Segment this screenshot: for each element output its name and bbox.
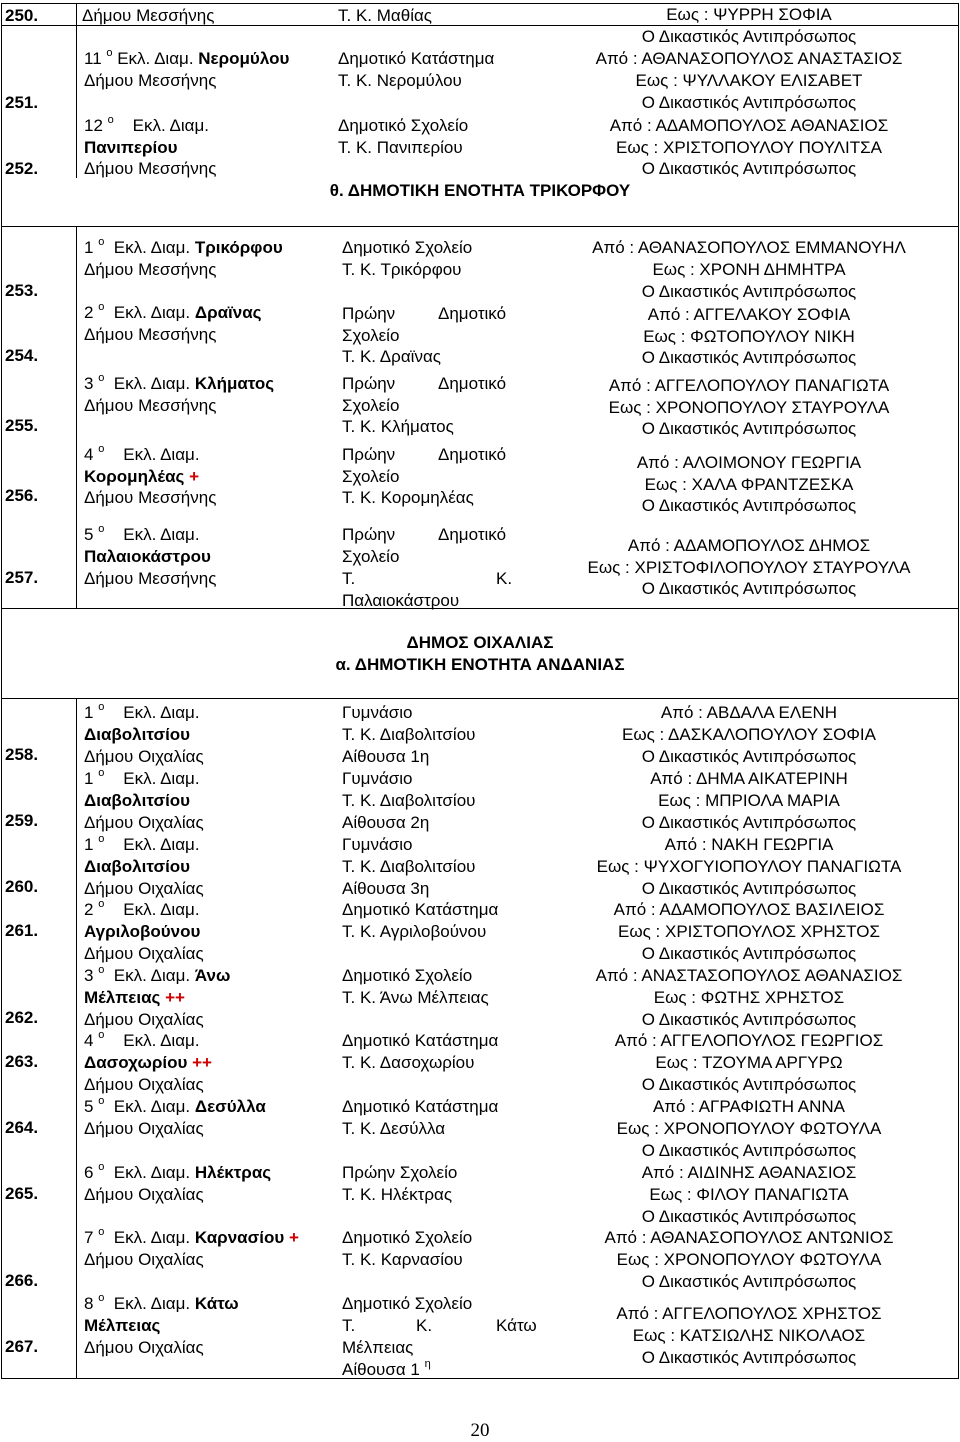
to-name: Εως : ΧΡΟΝΟΠΟΥΛΟΥ ΦΩΤΟΥΛΑ xyxy=(616,1118,882,1138)
municipality: Δήμου Μεσσήνης xyxy=(82,6,215,25)
municipality: Δήμου Οιχαλίας xyxy=(84,1185,204,1204)
section-heading-dimos: ΔΗΜΟΣ ΟΙΧΑΛΙΑΣ xyxy=(406,633,554,652)
community: Παλαιοκάστρου xyxy=(342,591,460,610)
municipality: Δήμου Οιχαλίας xyxy=(84,944,204,963)
row-number: 262. xyxy=(5,1008,39,1027)
municipality: Δήμου Μεσσήνης xyxy=(84,569,217,588)
from-name: Από : ΑΓΓΕΛΟΠΟΥΛΟΥ ΠΑΝΑΓΙΩΤΑ xyxy=(608,376,890,395)
row-number: 263. xyxy=(5,1052,39,1071)
community: Τ. Κ. Καρνασίου xyxy=(342,1250,463,1269)
row-number: 256. xyxy=(5,486,39,505)
to-name: Εως : ΤΖΟΥΜΑ ΑΡΓΥΡΩ xyxy=(655,1052,843,1072)
row-number: 253. xyxy=(5,281,39,300)
community: Τ. Κ. Ηλέκτρας xyxy=(342,1185,453,1204)
venue: Δημοτικό Κατάστημα xyxy=(342,1031,499,1050)
municipality: Δήμου Οιχαλίας xyxy=(84,1338,204,1357)
row-number: 259. xyxy=(5,811,39,830)
from-name: Από : ΑΝΑΣΤΑΣΟΠΟΥΛΟΣ ΑΘΑΝΑΣΙΟΣ xyxy=(595,966,903,985)
from-name: Από : ΑΙΔΙΝΗΣ ΑΘΑΝΑΣΙΟΣ xyxy=(641,1163,857,1182)
representative-label: Ο Δικαστικός Αντιπρόσωπος xyxy=(641,1347,857,1367)
to-name: Εως : ΨΥΛΛΑΚΟΥ ΕΛΙΣΑΒΕΤ xyxy=(635,71,863,90)
community: Τ. Κ. Κορομηλέας xyxy=(342,488,474,507)
community: Τ. Κ. Πανιπερίου xyxy=(338,138,463,157)
venue: Δημοτικό Σχολείο xyxy=(342,966,473,985)
representative-label: Ο Δικαστικός Αντιπρόσωπος xyxy=(641,1140,857,1160)
representative-label: Ο Δικαστικός Αντιπρόσωπος xyxy=(641,93,857,112)
representative-label: Ο Δικαστικός Αντιπρόσωπος xyxy=(641,1074,857,1094)
from-name: Από : ΑΓΡΑΦΙΩΤΗ ΑΝΝΑ xyxy=(652,1097,846,1116)
from-name: Από : ΑΓΓΕΛΟΠΟΥΛΟΣ ΓΕΩΡΓΙΟΣ xyxy=(614,1031,884,1050)
hall: Αίθουσα 2η xyxy=(342,813,430,832)
from-name: Από : ΑΒΔΑΛΑ ΕΛΕΝΗ xyxy=(660,703,838,722)
municipality: Δήμου Οιχαλίας xyxy=(84,1010,204,1029)
representative-label: Ο Δικαστικός Αντιπρόσωπος xyxy=(641,1206,857,1226)
community: Τ. Κ. Διαβολιτσίου xyxy=(342,725,476,744)
to-name: Εως : ΧΡΟΝΟΠΟΥΛΟΥ ΣΤΑΥΡΟΥΛΑ xyxy=(608,398,890,417)
from-name: Από : ΝΑΚΗ ΓΕΩΡΓΙΑ xyxy=(664,835,834,854)
representative-label: Ο Δικαστικός Αντιπρόσωπος xyxy=(641,282,857,301)
section-heading-theta: θ. ΔΗΜΟΤΙΚΗ ΕΝΟΤΗΤΑ ΤΡΙΚΟΡΦΟΥ xyxy=(329,181,631,200)
representative-label: Ο Δικαστικός Αντιπρόσωπος xyxy=(641,27,857,46)
station-place: Κορομηλέας + xyxy=(84,467,200,486)
venue-line1b: Δημοτικό xyxy=(438,525,507,544)
to-name: Εως : ΨΥΡΡΗ ΣΟΦΙΑ xyxy=(666,5,832,24)
venue: Δημοτικό Σχολείο xyxy=(342,1228,473,1247)
venue: Δημοτικό Κατάστημα xyxy=(342,900,499,919)
venue-line3b: Κ. xyxy=(496,569,513,588)
municipality: Δήμου Μεσσήνης xyxy=(84,325,217,344)
station-name: 7 $^o$ Εκλ. Διαμ. Καρνασίου + xyxy=(84,1226,299,1247)
representative-label: Ο Δικαστικός Αντιπρόσωπος xyxy=(641,943,857,963)
representative-label: Ο Δικαστικός Αντιπρόσωπος xyxy=(641,419,857,438)
from-name: Από : ΑΔΑΜΟΠΟΥΛΟΣ ΔΗΜΟΣ xyxy=(627,536,871,555)
hall: Αίθουσα 3η xyxy=(342,879,430,898)
municipality: Δήμου Οιχαλίας xyxy=(84,1119,204,1138)
section-heading-alpha: α. ΔΗΜΟΤΙΚΗ ΕΝΟΤΗΤΑ ΑΝΔΑΝΙΑΣ xyxy=(335,655,625,674)
station-name: 1 $^o$ Εκλ. Διαμ. xyxy=(84,767,200,788)
station-name: 3 $^o$ Εκλ. Διαμ. Άνω xyxy=(84,964,231,985)
station-name: 5 $^o$ Εκλ. Διαμ. xyxy=(84,523,200,544)
municipality: Δήμου Οιχαλίας xyxy=(84,879,204,898)
municipality: Δήμου Οιχαλίας xyxy=(84,1075,204,1094)
venue-line2: Σχολείο xyxy=(342,547,400,566)
municipality: Δήμου Μεσσήνης xyxy=(84,488,217,507)
to-name: Εως : ΧΡΙΣΤΟΠΟΥΛΟΣ ΧΡΗΣΤΟΣ xyxy=(618,921,880,941)
from-name: Από : ΑΓΓΕΛΟΠΟΥΛΟΣ ΧΡΗΣΤΟΣ xyxy=(616,1304,882,1323)
to-name: Εως : ΦΩΤΟΠΟΥΛΟΥ ΝΙΚΗ xyxy=(643,327,855,346)
venue-line2: Σχολείο xyxy=(342,326,400,345)
station-place: Παλαιοκάστρου xyxy=(84,547,211,566)
venue-line1a: Πρώην xyxy=(342,304,396,323)
station-name: 11 $^o$ Εκλ. Διαμ. Νερομύλου xyxy=(84,47,290,68)
station-name: 12 $^o$ Εκλ. Διαμ. xyxy=(84,114,209,135)
to-name: Εως : ΚΑΤΣΙΩΛΗΣ ΝΙΚΟΛΑΟΣ xyxy=(632,1325,866,1345)
row-number: 254. xyxy=(5,346,39,365)
representative-label: Ο Δικαστικός Αντιπρόσωπος xyxy=(641,159,857,178)
representative-label: Ο Δικαστικός Αντιπρόσωπος xyxy=(641,812,857,832)
row-number: 267. xyxy=(5,1337,39,1356)
community: Τ. Κ. Τρικόρφου xyxy=(342,260,462,279)
from-name: Από : ΑΘΑΝΑΣΟΠΟΥΛΟΣ ΑΝΤΩΝΙΟΣ xyxy=(604,1228,894,1247)
from-name: Από : ΑΔΑΜΟΠΟΥΛΟΣ ΒΑΣΙΛΕΙΟΣ xyxy=(613,900,885,919)
community: Τ. Κ. Μαθίας xyxy=(338,6,432,25)
row-number: 266. xyxy=(5,1271,39,1290)
station-name: 8 $^o$ Εκλ. Διαμ. Κάτω xyxy=(84,1292,239,1313)
to-name: Εως : ΧΡΟΝΟΠΟΥΛΟΥ ΦΩΤΟΥΛΑ xyxy=(616,1249,882,1269)
community: Τ. Κ. Νερομύλου xyxy=(338,71,462,90)
representative-label: Ο Δικαστικός Αντιπρόσωπος xyxy=(641,1009,857,1029)
station-place: Δασοχωρίου ++ xyxy=(84,1053,212,1072)
row-number: 257. xyxy=(5,568,39,587)
municipality: Δήμου Οιχαλίας xyxy=(84,1250,204,1269)
from-name: Από : ΑΛΟΙΜΟΝΟΥ ΓΕΩΡΓΙΑ xyxy=(636,453,862,472)
row-number: 250. xyxy=(5,6,39,25)
station-name: 4 $^o$ Εκλ. Διαμ. xyxy=(84,1029,200,1050)
station-place: Μέλπειας xyxy=(84,1316,161,1335)
to-name: Εως : ΦΩΤΗΣ ΧΡΗΣΤΟΣ xyxy=(653,987,845,1007)
venue: Γυμνάσιο xyxy=(342,769,413,788)
municipality: Δήμου Οιχαλίας xyxy=(84,747,204,766)
to-name: Εως : ΦΙΛΟΥ ΠΑΝΑΓΙΩΤΑ xyxy=(649,1184,849,1204)
station-name: 5 $^o$ Εκλ. Διαμ. Δεσύλλα xyxy=(84,1095,266,1116)
municipality: Δήμου Μεσσήνης xyxy=(84,159,217,178)
to-name: Εως : ΨΥΧΟΓΥΙΟΠΟΥΛΟΥ ΠΑΝΑΓΙΩΤΑ xyxy=(596,856,902,876)
venue-line1b: Δημοτικό xyxy=(438,445,507,464)
page-number: 20 xyxy=(470,1420,490,1441)
station-place: Διαβολιτσίου xyxy=(84,725,191,744)
venue: Πρώην Σχολείο xyxy=(342,1163,458,1182)
from-name: Από : ΑΔΑΜΟΠΟΥΛΟΣ ΑΘΑΝΑΣΙΟΣ xyxy=(609,116,889,135)
representative-label: Ο Δικαστικός Αντιπρόσωπος xyxy=(641,746,857,766)
municipality: Δήμου Μεσσήνης xyxy=(84,71,217,90)
venue-line2c: Κάτω xyxy=(496,1316,537,1335)
station-name: 3 $^o$ Εκλ. Διαμ. Κλήματος xyxy=(84,372,275,393)
to-name: Εως : ΜΠΡΙΟΛΑ ΜΑΡΙΑ xyxy=(658,790,840,810)
row-number: 265. xyxy=(5,1184,39,1203)
venue: Δημοτικό Κατάστημα xyxy=(338,49,495,68)
row-number: 255. xyxy=(5,416,39,435)
representative-label: Ο Δικαστικός Αντιπρόσωπος xyxy=(641,579,857,598)
row-number: 264. xyxy=(5,1118,39,1137)
venue: Δημοτικό Σχολείο xyxy=(342,1294,473,1313)
station-name: 1 $^o$ Εκλ. Διαμ. Τρικόρφου xyxy=(84,236,283,257)
to-name: Εως : ΧΡΟΝΗ ΔΗΜΗΤΡΑ xyxy=(652,260,846,279)
row-number: 260. xyxy=(5,877,39,896)
municipality: Δήμου Οιχαλίας xyxy=(84,813,204,832)
station-name: 1 $^o$ Εκλ. Διαμ. xyxy=(84,833,200,854)
venue: Δημοτικό Κατάστημα xyxy=(342,1097,499,1116)
from-name: Από : ΑΘΑΝΑΣΟΠΟΥΛΟΣ ΑΝΑΣΤΑΣΙΟΣ xyxy=(595,49,903,68)
station-place: Διαβολιτσίου xyxy=(84,791,191,810)
representative-label: Ο Δικαστικός Αντιπρόσωπος xyxy=(641,878,857,898)
station-name: 4 $^o$ Εκλ. Διαμ. xyxy=(84,443,200,464)
station-name: 2 $^o$ Εκλ. Διαμ. xyxy=(84,898,200,919)
venue-line1a: Πρώην xyxy=(342,445,396,464)
venue-line1b: Δημοτικό xyxy=(438,374,507,393)
representative-label: Ο Δικαστικός Αντιπρόσωπος xyxy=(641,1271,857,1291)
station-place: Αγριλοβούνου xyxy=(84,922,201,941)
row-number: 252. xyxy=(5,159,39,178)
from-name: Από : ΑΘΑΝΑΣΟΠΟΥΛΟΣ ΕΜΜΑΝΟΥΗΛ xyxy=(592,238,906,257)
community: Τ. Κ. Κλήματος xyxy=(342,417,454,436)
venue-line3a: Τ. xyxy=(342,569,356,588)
venue-line2b: Κ. xyxy=(416,1316,433,1335)
venue-line2: Σχολείο xyxy=(342,467,400,486)
community: Τ. Κ. Διαβολιτσίου xyxy=(342,857,476,876)
hall: Αίθουσα 1 $^\eta$ xyxy=(342,1358,431,1379)
venue-line2a: Τ. xyxy=(342,1316,356,1335)
station-name: 6 $^o$ Εκλ. Διαμ. Ηλέκτρας xyxy=(84,1161,272,1182)
from-name: Από : ΔΗΜΑ ΑΙΚΑΤΕΡΙΝΗ xyxy=(650,769,848,788)
community: Τ. Κ. Δραϊνας xyxy=(342,347,441,366)
venue: Γυμνάσιο xyxy=(342,835,413,854)
row-number: 258. xyxy=(5,745,39,764)
community: Τ. Κ. Διαβολιτσίου xyxy=(342,791,476,810)
to-name: Εως : ΧΑΛΑ ΦΡΑΝΤΖΕΣΚΑ xyxy=(644,475,854,494)
to-name: Εως : ΧΡΙΣΤΟΦΙΛΟΠΟΥΛΟΥ ΣΤΑΥΡΟΥΛΑ xyxy=(587,558,911,577)
venue-line1a: Πρώην xyxy=(342,374,396,393)
representative-label: Ο Δικαστικός Αντιπρόσωπος xyxy=(641,348,857,367)
community: Τ. Κ. Δεσύλλα xyxy=(342,1119,446,1138)
station-name: 2 $^o$ Εκλ. Διαμ. Δραϊνας xyxy=(84,301,262,322)
municipality: Δήμου Μεσσήνης xyxy=(84,260,217,279)
community: Τ. Κ. Δασοχωρίου xyxy=(342,1053,475,1072)
station-place: Διαβολιτσίου xyxy=(84,857,191,876)
venue: Δημοτικό Σχολείο xyxy=(338,116,469,135)
venue: Γυμνάσιο xyxy=(342,703,413,722)
venue: Δημοτικό Σχολείο xyxy=(342,238,473,257)
venue-line1a: Πρώην xyxy=(342,525,396,544)
from-name: Από : ΑΓΓΕΛΑΚΟΥ ΣΟΦΙΑ xyxy=(647,305,851,324)
community: Τ. Κ. Άνω Μέλπειας xyxy=(342,988,489,1007)
municipality: Δήμου Μεσσήνης xyxy=(84,396,217,415)
to-name: Εως : ΔΑΣΚΑΛΟΠΟΥΛΟΥ ΣΟΦΙΑ xyxy=(622,724,876,744)
venue-line1b: Δημοτικό xyxy=(438,304,507,323)
to-name: Εως : ΧΡΙΣΤΟΠΟΥΛΟΥ ΠΟΥΛΙΤΣΑ xyxy=(616,138,882,157)
representative-label: Ο Δικαστικός Αντιπρόσωπος xyxy=(641,496,857,515)
hall: Αίθουσα 1η xyxy=(342,747,430,766)
row-number: 251. xyxy=(5,93,39,112)
row-number: 261. xyxy=(5,921,39,940)
community: Μέλπειας xyxy=(342,1338,414,1357)
station-name: 1 $^o$ Εκλ. Διαμ. xyxy=(84,701,200,722)
community: Τ. Κ. Αγριλοβούνου xyxy=(342,922,487,941)
station-place: Μέλπειας ++ xyxy=(84,988,185,1007)
station-place: Πανιπερίου xyxy=(84,138,178,157)
venue-line2: Σχολείο xyxy=(342,396,400,415)
